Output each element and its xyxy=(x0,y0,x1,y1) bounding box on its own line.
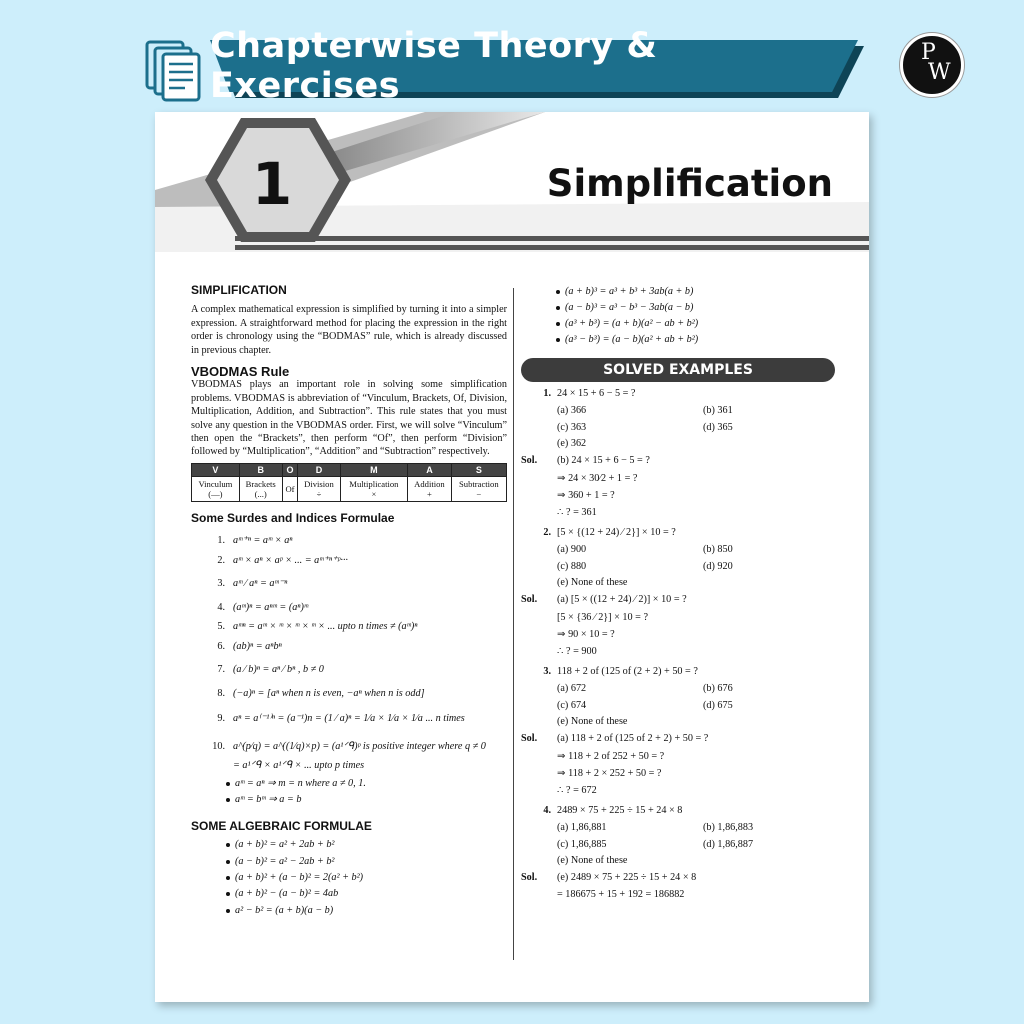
logo-letter-p: P xyxy=(921,40,936,65)
list-item: (a − b)² = a² − 2ab + b² xyxy=(191,854,507,870)
options: (a) 672 (b) 676 (c) 674 (d) 675 (e) None of these xyxy=(557,682,733,728)
list-item: 6. (ab)ⁿ = aⁿbⁿ xyxy=(217,640,282,652)
list-item: (a + b)³ = a³ + b³ + 3ab(a + b) xyxy=(521,284,841,300)
logo-letter-w: W xyxy=(928,60,951,85)
solution-steps: ⇒ 24 × 30⁄2 + 1 = ? ⇒ 360 + 1 = ? ∴ ? = 361 xyxy=(557,472,638,518)
table-header: M xyxy=(340,463,408,476)
solution-steps: [5 × {36 ⁄ 2}] × 10 = ? ⇒ 90 × 10 = ? ∴ ? = 900 xyxy=(557,611,648,657)
simplification-heading: SIMPLIFICATION xyxy=(191,283,287,297)
solution: Sol. (a) [5 × ((12 + 24) ⁄ 2)] × 10 = ? xyxy=(521,594,687,606)
chapter-title: Simplification xyxy=(546,162,833,205)
chapter-number: 1 xyxy=(251,150,293,218)
list-item: 4. (aᵐ)ⁿ = aⁿᵐ = (aⁿ)ᵐ xyxy=(217,601,309,613)
list-item: = a¹ᐟᑫ × a¹ᐟᑫ × ... upto p times xyxy=(233,760,365,772)
indices-bullet-list xyxy=(191,776,507,808)
vbodmas-paragraph: VBODMAS plays an important role in solving some simplification problems. VBODMAS is abbreviation of “Vinculum, Brackets, Of, Division, Multiplication, Addition, and Subtraction”. This rule states that you must solve any question in the VBODMAS order. First, we will solve “Vinculum” then open the “Brackets”, then perform “Of”, then perform “Division” followed by “Multiplication”, “Addition” and “Subtraction” respectively. xyxy=(191,379,507,458)
left-column xyxy=(191,284,507,919)
list-item: (a + b)² = a² + 2ab + b² xyxy=(191,837,507,853)
table-cell: Brackets xyxy=(245,478,276,489)
pw-logo xyxy=(900,33,964,97)
list-item: 5. aᵐⁿ = aᵐ × ᵐ × ᵐ × ᵐ × ... upto n times ≠ (aᵐ)ⁿ xyxy=(217,621,418,633)
table-cell: Of xyxy=(285,483,295,494)
solution: Sol. (a) 118 + 2 of (125 of 2 + 2) + 50 = ? xyxy=(521,733,709,745)
question: 2. [5 × {(12 + 24) ⁄ 2}] × 10 = ? xyxy=(543,526,676,538)
title-banner xyxy=(210,26,860,106)
indices-formula-list xyxy=(191,531,507,776)
list-item: (a − b)³ = a³ − b³ − 3ab(a − b) xyxy=(521,300,841,316)
options: (a) 366 (b) 361 (c) 363 (d) 365 (e) 362 xyxy=(557,404,733,450)
options: (a) 900 (b) 850 (c) 880 (d) 920 (e) None of these xyxy=(557,543,733,589)
list-item: 3. aᵐ ⁄ aⁿ = aᵐ⁻ⁿ xyxy=(217,578,288,590)
table-header: O xyxy=(282,463,298,476)
banner-title: Chapterwise Theory & Exercises xyxy=(210,26,658,106)
vbodmas-heading: VBODMAS Rule xyxy=(191,364,290,380)
table-cell: Subtraction xyxy=(459,478,499,489)
list-item: aᵐ = bᵐ ⇒ a = b xyxy=(191,792,507,808)
cube-formula-list xyxy=(521,284,841,348)
right-column xyxy=(521,284,841,904)
list-item: 9. aⁿ = a⁽⁻¹⁾ⁿ = (a⁻¹)n = (1 ⁄ a)ⁿ = 1⁄a × 1⁄a × 1⁄a ... n times xyxy=(217,713,465,725)
question: 4. 2489 × 75 + 225 ÷ 15 + 24 × 8 xyxy=(543,804,683,816)
options: (a) 1,86,881 (b) 1,86,883 (c) 1,86,885 (d) 1,86,887 (e) None of these xyxy=(557,821,754,867)
table-cell: Addition xyxy=(414,478,445,489)
list-item: 1. aᵐ⁺ⁿ = aᵐ × aⁿ xyxy=(217,535,293,547)
list-item: 8. (−a)ⁿ = [aⁿ when n is even, −aⁿ when n is odd] xyxy=(217,687,425,699)
column-divider xyxy=(513,288,514,960)
table-header: A xyxy=(408,463,452,476)
book-page xyxy=(155,112,869,1002)
solution: Sol. (b) 24 × 15 + 6 − 5 = ? xyxy=(521,455,650,467)
list-item: 2. aᵐ × aⁿ × aᵖ × ... = aᵐ⁺ⁿ⁺ᵖ··· xyxy=(217,554,348,566)
table-row xyxy=(192,476,507,501)
solution: Sol. (e) 2489 × 75 + 225 ÷ 15 + 24 × 8 xyxy=(521,872,697,884)
algebra-formula-list xyxy=(191,837,507,919)
list-item: 10. a^(p⁄q) = a^((1⁄q)×p) = (a¹ᐟᑫ)ᵖ is positive integer where q ≠ 0 xyxy=(212,740,486,752)
table-cell-symbol: × xyxy=(371,488,377,499)
table-cell-symbol: − xyxy=(476,488,482,499)
list-item: (a + b)² − (a − b)² = 4ab xyxy=(191,886,507,902)
list-item: a² − b² = (a + b)(a − b) xyxy=(191,903,507,919)
surds-heading: Some Surdes and Indices Formulae xyxy=(191,510,395,525)
table-cell: Multiplication xyxy=(349,478,399,489)
list-item: aᵐ = aⁿ ⇒ m = n where a ≠ 0, 1. xyxy=(191,776,507,792)
list-item: (a³ − b³) = (a − b)(a² + ab + b²) xyxy=(521,332,841,348)
list-item: (a + b)² + (a − b)² = 2(a² + b²) xyxy=(191,870,507,886)
table-header: B xyxy=(239,463,282,476)
simplification-paragraph: A complex mathematical expression is simplified by turning it into a simpler expression. A straightforward method for placing the expression in the right order is chronology using the “BODMAS” rule, which is already discussed in previous chapter. xyxy=(191,304,507,356)
algebra-heading: SOME ALGEBRAIC FORMULAE xyxy=(191,818,372,833)
table-cell-symbol: (—) xyxy=(208,488,223,499)
solution-steps: = 186675 + 15 + 192 = 186882 xyxy=(557,888,685,900)
table-header: D xyxy=(298,463,340,476)
solution-steps: ⇒ 118 + 2 of 252 + 50 = ? ⇒ 118 + 2 × 252 + 50 = ? ∴ ? = 672 xyxy=(557,750,665,796)
vbodmas-table xyxy=(191,463,507,502)
table-cell: Vinculum xyxy=(198,478,233,489)
table-cell-symbol: (...) xyxy=(254,488,267,499)
solved-examples-heading: SOLVED EXAMPLES xyxy=(521,358,835,382)
table-cell: Division xyxy=(304,478,334,489)
table-cell-symbol: + xyxy=(427,488,432,499)
question: 1. 24 × 15 + 6 − 5 = ? xyxy=(543,388,636,399)
list-item: (a³ + b³) = (a + b)(a² − ab + b²) xyxy=(521,316,841,332)
table-cell-symbol: ÷ xyxy=(316,488,322,499)
table-header: V xyxy=(192,463,240,476)
table-header: S xyxy=(451,463,506,476)
list-item: 7. (a ⁄ b)ⁿ = aⁿ ⁄ bⁿ , b ≠ 0 xyxy=(217,664,324,676)
question: 3. 118 + 2 of (125 of (2 + 2) + 50 = ? xyxy=(543,665,698,677)
document-stack-icon xyxy=(145,40,203,102)
